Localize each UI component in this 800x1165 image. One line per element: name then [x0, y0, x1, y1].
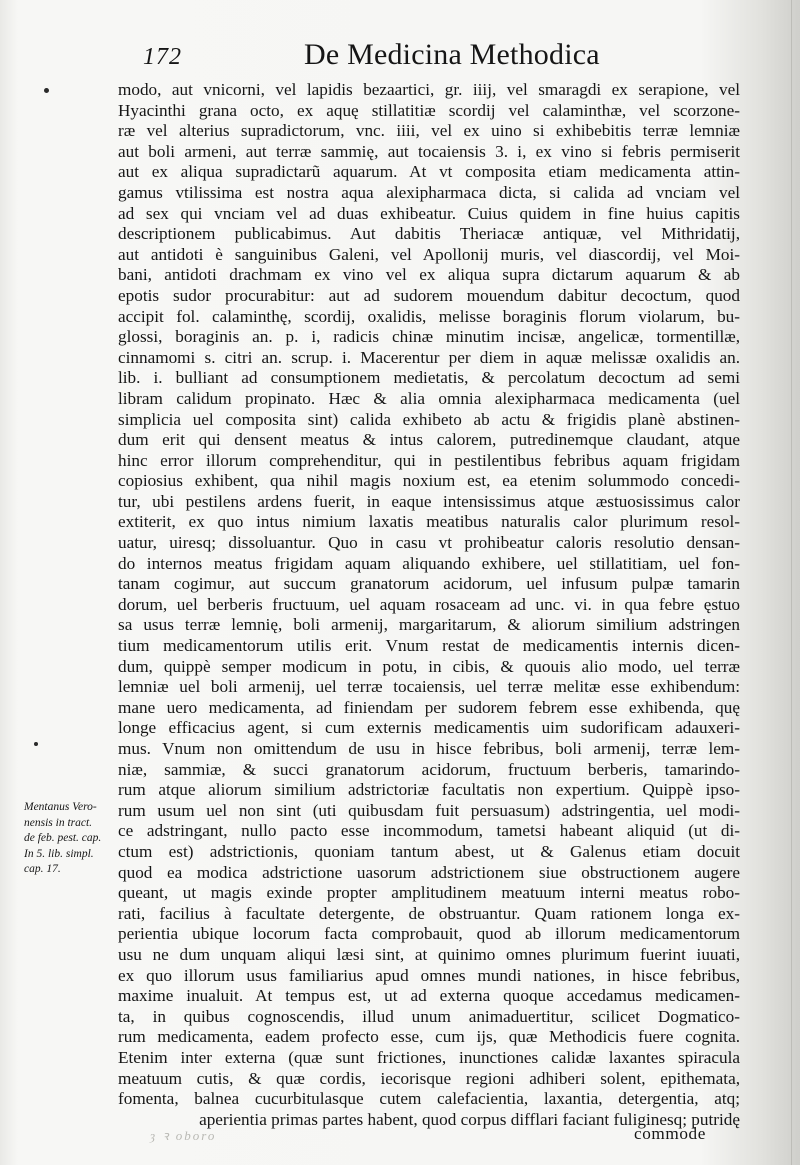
text-line: quod ea modica adstrictione uasorum adstrictionem siue obstructionem augere — [118, 862, 740, 882]
text-line: cinnamomi s. citri an. scrup. i. Macerentur per diem in aquæ melissæ oxalidis an. — [118, 347, 740, 367]
text-line: rum medicamenta, eadem profecto esse, cum ijs, quæ Methodicis fuere cognita. — [118, 1027, 740, 1047]
text-line: extiterit, ex quo intus nimium laxatis meatibus naturalis calor plurimum resol- — [118, 512, 740, 532]
text-line: perientia ubique locorum facta comprobauit, quod ab illorum medicamentorum — [118, 924, 740, 944]
text-line: meatuum cutis, & quæ cordis, iecorisque regioni adhiberi solent, epithemata, — [118, 1068, 740, 1088]
text-line: ad sex qui vnciam vel ad duas exhibeatur. Cuius quidem in fine huius capitis — [118, 203, 740, 223]
text-line: ce adstringant, nullo pacto esse incommodum, tametsi habeant aliquid (ut di- — [118, 821, 740, 841]
text-line: aut ex aliqua supradictarũ aquarum. At vt composita etiam medicamenta attin- — [118, 162, 740, 182]
text-line: longe efficacius agent, si cum externis medicamentis uim sudorificam adauxeri- — [118, 718, 740, 738]
text-line: niæ, sammiæ, & succi granatorum acidorum, fructuum berberis, tamarindo- — [118, 759, 740, 779]
text-line: gamus vtilissima est nostra aqua alexipharmaca dicta, si calida ad vnciam vel — [118, 182, 740, 202]
text-line: aperientia primas partes habent, quod corpus difflari faciant fuliginesq; putridę — [199, 1109, 740, 1129]
text-line: bani, antidoti drachmam ex vino vel ex aliqua supra dictarum aquarum & ab — [118, 265, 740, 285]
text-line: maxime inualuit. At tempus est, ut ad externa quoque accedamus medicamen- — [118, 986, 740, 1006]
text-line: libram calidum propinato. Hæc & alia omnia alexipharmaca medicamenta (uel — [118, 388, 740, 408]
text-line: ex quo illorum usus familiarius apud omnes mundi nationes, in hisce febribus, — [118, 965, 740, 985]
text-line: epotis sudor procurabitur: aut ad sudorem mouendum dabitur decoctum, quod — [118, 285, 740, 305]
text-line: Etenim inter externa (quæ sunt frictiones, inunctiones calidæ laxantes spiracula — [118, 1047, 740, 1067]
margin-note-line: cap. 17. — [24, 863, 61, 875]
body-text — [118, 80, 740, 1130]
page-number: 172 — [143, 44, 182, 70]
text-line: usu ne dum unquam aliqui læsi sint, at quinimo omnes plurimum fuerint iuuati, — [118, 944, 740, 964]
text-line: tur, ubi pestilens ardens fuerit, in eaque intensissimus atque æstuosissimus calor — [118, 491, 740, 511]
text-line: copiosius exhibent, qua nihil magis noxium est, ea etenim solummodo concedi- — [118, 471, 740, 491]
bleed-through-text: ȝ ꝛ oboro — [150, 1128, 217, 1143]
text-line: lib. i. bulliant ad consumptionem medietatis, & percolatum decoctum ad semi — [118, 368, 740, 388]
text-line: uatur, uiresq; dissoluantur. Quo in casu vt prohibeatur caloris resolutio densan- — [118, 533, 740, 553]
margin-note-line: Mentanus Vero- — [24, 801, 97, 813]
text-line: dorum, uel berberis fructuum, uel aquam rosaceam ad unc. vi. in qua febre ęstuo — [118, 594, 740, 614]
margin-note-line: de feb. pest. cap. — [24, 832, 102, 844]
margin-note — [24, 800, 110, 878]
text-line: modo, aut vnicorni, vel lapidis bezaartici, gr. iiij, vel smaragdi ex serapione, vel — [118, 80, 740, 99]
text-line: rum atque aliorum similium adstrictoriæ facultatis non expertium. Quippè ipso- — [118, 780, 740, 800]
text-line: aut antidoti è sanguinibus Galeni, vel Apollonij muris, vel diascordij, vel Moi- — [118, 244, 740, 264]
text-line: queant, ut magis exinde propter amplitudinem meatuum interni meatus robo- — [118, 883, 740, 903]
text-line: mane uero medicamenta, ad finiendam per sudorem febrem esse exhibenda, quę — [118, 697, 740, 717]
text-line: lemniæ uel boli armenij, uel terræ tocaiensis, uel terræ melitæ esse exhibendum: — [118, 677, 740, 697]
text-line: aut boli armeni, aut terræ sammię, aut tocaiensis 3. i, ex vino si febris permiserit — [118, 141, 740, 161]
catchword: commode — [634, 1124, 706, 1143]
text-line: Hyacinthi grana octo, ex aquę stillatitiæ scordij vel calaminthæ, vel scorzone- — [118, 100, 740, 120]
text-line: ræ vel alterius supradictorum, vnc. iiii, vel ex uino si exhibebitis terræ lemniæ — [118, 121, 740, 141]
text-line: hinc error illorum comprehenditur, qui in pestilentibus febribus aquam frigidam — [118, 450, 740, 470]
text-line: descriptionem publicabimus. Aut dabitis Theriacæ antiquæ, vel Mithridatij, — [118, 224, 740, 244]
text-line: accipit fol. calaminthę, scordij, oxalidis, melisse boraginis florum violarum, bu- — [118, 306, 740, 326]
text-line: tium medicamentorum utilis erit. Vnum restat de medicamentis internis dicen- — [118, 636, 740, 656]
text-line: glossi, boraginis an. p. i, radicis chinæ minutim incisæ, angelicæ, tormentillæ, — [118, 327, 740, 347]
text-line: dum, quippè semper modicum in potu, in cibis, & quouis alio modo, uel terræ — [118, 656, 740, 676]
text-line: dum erit qui densent meatus & intus calorem, putredinemque claudant, atque — [118, 430, 740, 450]
text-line: do internos meatus frigidam aquam aliquando exhibere, uel stillatitiam, uel fon- — [118, 553, 740, 573]
text-line: mus. Vnum non omittendum de usu in hisce febribus, boli armenij, terræ lem- — [118, 739, 740, 758]
text-line: rati, facilius à facultate detergente, de obstruantur. Quam rationem longa ex- — [118, 903, 740, 923]
text-line: sa usus terræ lemnię, boli armenij, margaritarum, & aliorum similium adstringen — [118, 615, 740, 635]
ink-speck — [34, 742, 38, 746]
text-line: fomenta, balnea cucurbitulasque cutem calefacientia, laxantia, detergentia, atq; — [118, 1089, 740, 1109]
page-header — [0, 38, 800, 72]
margin-note-line: nensis in tract. — [24, 816, 93, 829]
text-line: tanam cogimur, aut succum granatorum acidorum, uel infusum pulpæ tamarin — [118, 574, 740, 594]
text-line: ctum est) adstrictionis, quoniam tantum abest, ut & Galenus etiam docuit — [118, 841, 740, 861]
text-line: rum usum uel non sint (uti quibusdam fuit persuasum) adstringentia, uel modi- — [118, 800, 740, 820]
page-edge-shadow — [791, 0, 792, 1165]
text-line: ta, in quibus cognoscendis, illud unum animaduertitur, scilicet Dogmatico- — [118, 1006, 740, 1026]
text-line: simplicia uel composita sint) calida exhibeto ab actu & frigidis planè abstinen- — [118, 409, 740, 429]
margin-note-line: In 5. lib. simpl. — [24, 847, 94, 860]
running-title: De Medicina Methodica — [304, 38, 600, 71]
ink-speck — [44, 88, 49, 93]
